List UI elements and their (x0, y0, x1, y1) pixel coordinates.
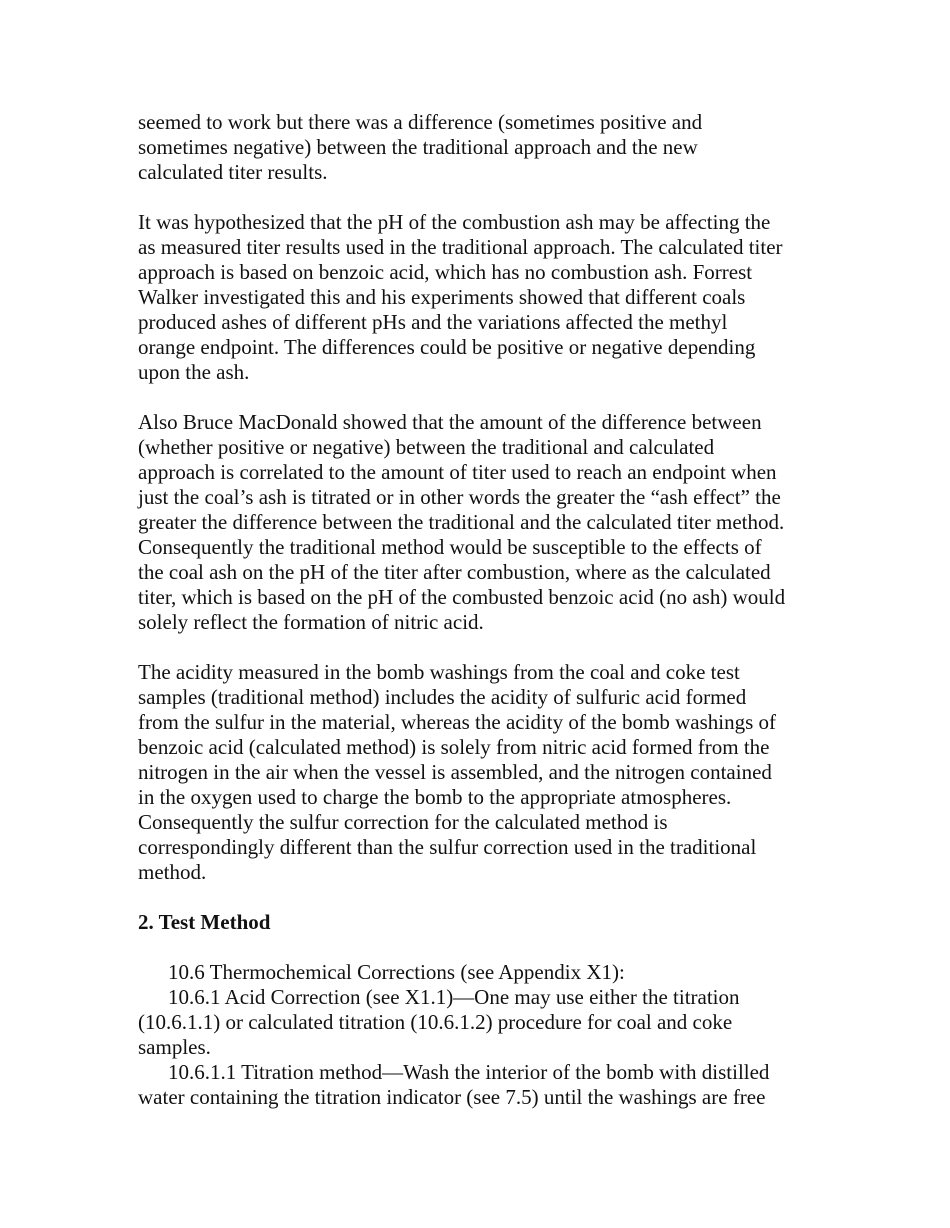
method-line-titration-method: 10.6.1.1 Titration method—Wash the interior of the bomb with distilled water containing the titration indicator (see 7.5) until the washings are free (138, 1060, 770, 1109)
section-heading-test-method: 2. Test Method (138, 910, 271, 934)
paragraph-titer-results: seemed to work but there was a difference (sometimes positive and sometimes negative) between the traditional approach and the new calculated titer results. (138, 110, 703, 184)
method-line-acid-correction: 10.6.1 Acid Correction (see X1.1)—One may use either the titration (10.6.1.1) or calculated titration (10.6.1.2) procedure for coal and coke samples. (138, 985, 740, 1059)
document-body (138, 110, 818, 1110)
method-line-thermochemical-corrections: 10.6 Thermochemical Corrections (see Appendix X1): (168, 960, 625, 984)
paragraph-sulfur-correction: The acidity measured in the bomb washings from the coal and coke test samples (traditional method) includes the acidity of sulfuric acid formed from the sulfur in the material, whereas the acidity of the bomb washings of benzoic acid (calculated method) is solely from nitric acid formed from the nitrogen in the air when the vessel is assembled, and the nitrogen contained in the oxygen used to charge the bomb to the appropriate atmospheres. Consequently the sulfur correction for the calculated method is correspondingly different than the sulfur correction used in the traditional method. (138, 660, 776, 884)
paragraph-ash-effect: Also Bruce MacDonald showed that the amount of the difference between (whether positive or negative) between the traditional and calculated approach is correlated to the amount of titer used to reach an endpoint when just the coal’s ash is titrated or in other words the greater the “ash effect” the greater the difference between the traditional and the calculated titer method. Consequently the traditional method would be susceptible to the effects of the coal ash on the pH of the titer after combustion, where as the calculated titer, which is based on the pH of the combusted benzoic acid (no ash) would solely reflect the formation of nitric acid. (138, 410, 786, 634)
test-method-text (138, 960, 818, 1110)
paragraph-ash-hypothesis: It was hypothesized that the pH of the combustion ash may be affecting the as measured titer results used in the traditional approach. The calculated titer approach is based on benzoic acid, which has no combustion ash. Forrest Walker investigated this and his experiments showed that different coals produced ashes of different pHs and the variations affected the methyl orange endpoint. The differences could be positive or negative depending upon the ash. (138, 210, 783, 384)
